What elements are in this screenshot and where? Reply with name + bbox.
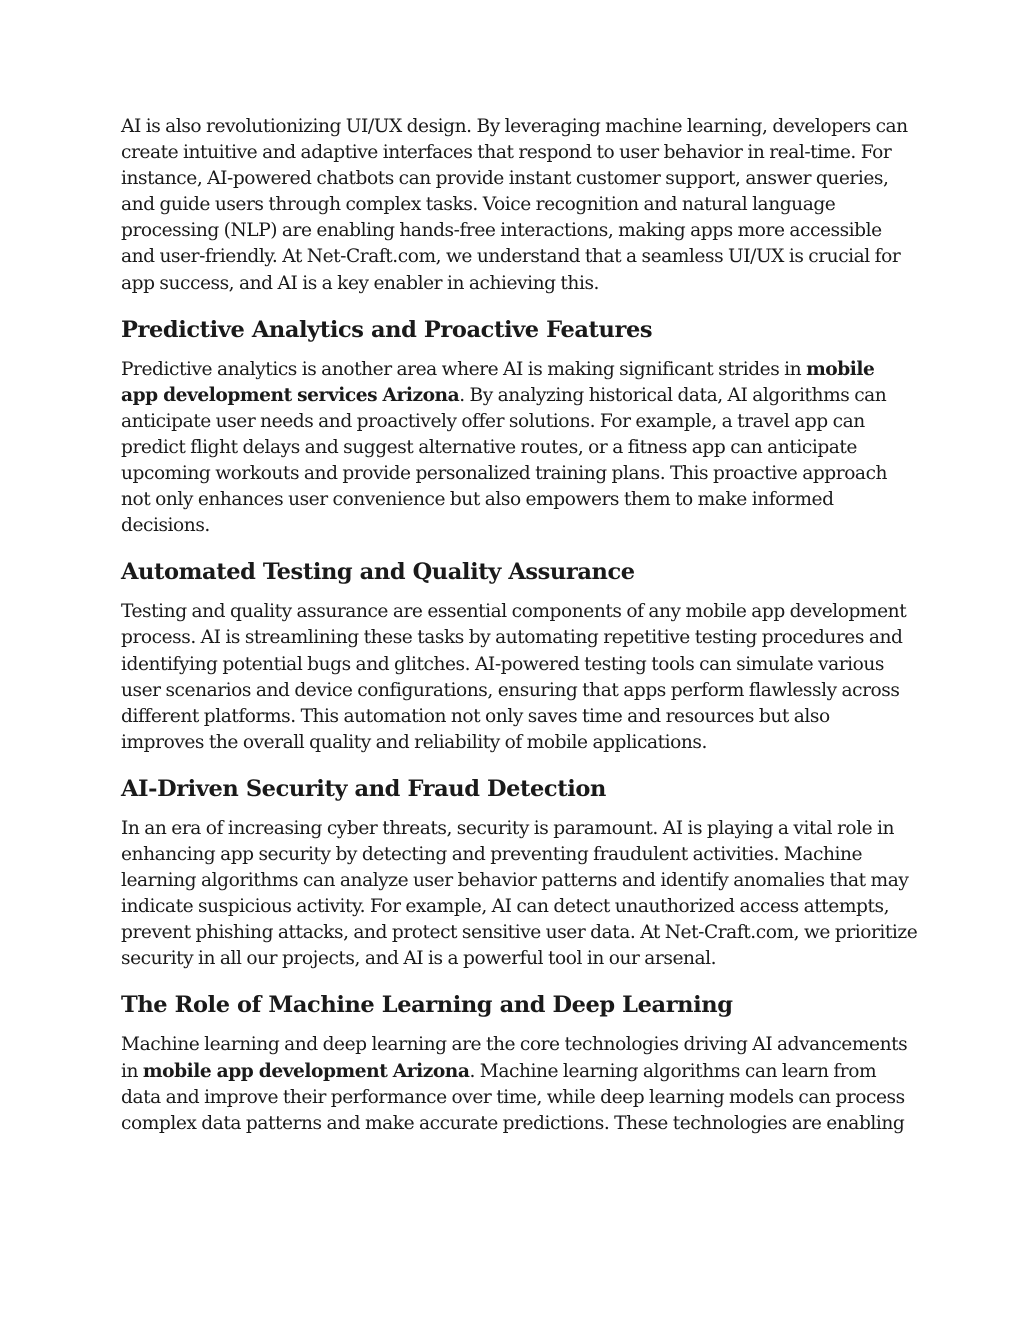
intro-paragraph: [121, 114, 921, 297]
text-line: Predictive analytics is another area where AI is making significant strides in: [121, 358, 807, 380]
text-line: predict flight delays and suggest alternative routes, or a fitness app can anticipate: [121, 436, 857, 458]
machine-learning-paragraph: [121, 1032, 921, 1136]
text-line: identifying potential bugs and glitches. AI-powered testing tools can simulate various: [121, 653, 885, 675]
text-line: decisions.: [121, 515, 210, 537]
predictive-analytics-paragraph: [121, 357, 921, 540]
bold-keyword: mobile app development Arizona: [142, 1060, 470, 1082]
text-line: Machine learning and deep learning are the core technologies driving AI advancements: [121, 1034, 908, 1056]
text-line: prevent phishing attacks, and protect sensitive user data. At Net-Craft.com, we prioritize: [121, 922, 918, 944]
text-line: in: [121, 1060, 143, 1082]
text-line: not only enhances user convenience but also empowers them to make informed: [121, 489, 834, 511]
text-line: instance, AI-powered chatbots can provide instant customer support, answer queries,: [121, 168, 889, 190]
bold-keyword: mobile: [806, 358, 875, 380]
text-line: complex data patterns and make accurate predictions. These technologies are enabling: [121, 1112, 905, 1134]
text-line: anticipate user needs and proactively offer solutions. For example, a travel app can: [121, 410, 865, 432]
text-line: . Machine learning algorithms can learn from: [469, 1060, 877, 1082]
text-line: Testing and quality assurance are essential components of any mobile app development: [121, 601, 907, 623]
text-line: and user-friendly. At Net-Craft.com, we understand that a seamless UI/UX is crucial for: [121, 246, 901, 268]
section-heading-predictive-analytics: Predictive Analytics and Proactive Features: [121, 316, 653, 343]
text-line: processing (NLP) are enabling hands-free interactions, making apps more accessible: [121, 220, 882, 242]
text-line: create intuitive and adaptive interfaces that respond to user behavior in real-time. For: [121, 142, 892, 164]
text-line: different platforms. This automation not only saves time and resources but also: [121, 705, 830, 727]
text-line: security in all our projects, and AI is a powerful tool in our arsenal.: [121, 948, 717, 970]
document-page: [121, 114, 921, 1137]
section-heading-automated-testing: Automated Testing and Quality Assurance: [121, 559, 635, 586]
text-line: app success, and AI is a key enabler in achieving this.: [121, 272, 599, 294]
text-line: improves the overall quality and reliability of mobile applications.: [121, 731, 707, 753]
text-line: In an era of increasing cyber threats, security is paramount. AI is playing a vital role in: [121, 817, 895, 839]
text-line: AI is also revolutionizing UI/UX design. By leveraging machine learning, developers can: [121, 116, 908, 137]
text-line: process. AI is streamlining these tasks by automating repetitive testing procedures and: [121, 627, 903, 649]
text-line: and guide users through complex tasks. Voice recognition and natural language: [121, 194, 836, 216]
security-paragraph: [121, 816, 921, 973]
section-heading-machine-learning: The Role of Machine Learning and Deep Learning: [121, 992, 733, 1019]
text-line: learning algorithms can analyze user behavior patterns and identify anomalies that may: [121, 870, 909, 892]
text-line: data and improve their performance over time, while deep learning models can process: [121, 1086, 905, 1108]
text-line: user scenarios and device configurations, ensuring that apps perform flawlessly across: [121, 679, 900, 701]
text-line: enhancing app security by detecting and preventing fraudulent activities. Machine: [121, 843, 863, 865]
automated-testing-paragraph: [121, 599, 921, 756]
text-line: indicate suspicious activity. For example, AI can detect unauthorized access attempts,: [121, 896, 890, 918]
bold-keyword: app development services Arizona: [121, 384, 460, 406]
section-heading-security: AI-Driven Security and Fraud Detection: [121, 775, 606, 802]
text-line: upcoming workouts and provide personalized training plans. This proactive approach: [121, 463, 888, 485]
text-line: . By analyzing historical data, AI algorithms can: [459, 384, 887, 406]
